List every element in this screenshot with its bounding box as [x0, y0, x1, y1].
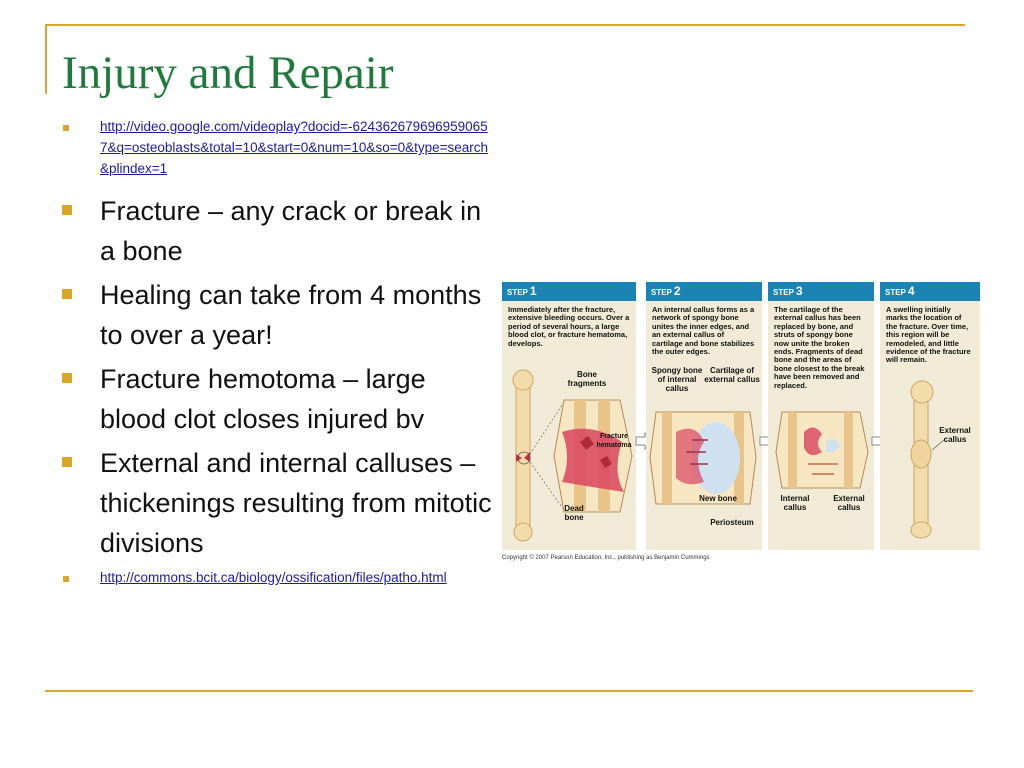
step-2-illustration: [646, 282, 762, 550]
external-callus-step3-label: External callus: [833, 494, 865, 512]
top-rule: [45, 24, 965, 26]
step-4-header: STEP 4: [880, 282, 980, 301]
bullet-item-video-link: [60, 116, 495, 179]
commons-link[interactable]: http://commons.bcit.ca/biology/ossification/files/patho.html: [100, 570, 447, 585]
step-4-panel: [880, 282, 980, 550]
spongy-bone-label: Spongy bone of internal callus: [651, 366, 703, 393]
step-1-header: STEP 1: [502, 282, 636, 301]
fracture-hematoma-label: Fracture hematoma: [596, 433, 632, 449]
bullet-text: Fracture hemotoma – large blood clot closes injured bv: [100, 364, 426, 434]
step-2-panel: [646, 282, 762, 550]
external-callus-step4-label: External callus: [939, 426, 971, 444]
step-3-panel: [768, 282, 874, 550]
periosteum-label: Periosteum: [710, 518, 754, 527]
bottom-rule: [45, 690, 973, 692]
bone-fragments-label: Bone fragments: [567, 370, 607, 388]
step-3-text: The cartilage of the external callus has been replaced by bone, and struts of spongy bone now unite the broken ends. Fragments of dead bone and the areas of bone closest to the break have been removed and replaced.: [774, 305, 865, 390]
bullet-item-fracture: [60, 191, 495, 271]
bullet-item-hematoma: [60, 359, 495, 439]
bullet-text: Healing can take from 4 months to over a year!: [100, 280, 482, 350]
left-rule: [45, 24, 47, 94]
bullet-item-healing: [60, 275, 495, 355]
figure-copyright: Copyright © 2007 Pearson Education, Inc., publishing as Benjamin Cummings: [502, 555, 710, 561]
bullet-square-icon: [62, 457, 72, 467]
bullet-text: External and internal calluses – thickenings resulting from mitotic divisions: [100, 448, 492, 558]
fracture-repair-figure: [502, 282, 980, 550]
step-1-panel: [502, 282, 636, 550]
step-1-text: Immediately after the fracture, extensive bleeding occurs. Over a period of several hours, a large blood clot, or fracture hematoma, develops.: [508, 305, 630, 348]
step-3-header: STEP 3: [768, 282, 874, 301]
bullet-square-icon: [62, 205, 72, 215]
cartilage-label: Cartilage of external callus: [704, 366, 760, 384]
video-link[interactable]: http://video.google.com/videoplay?docid=-6243626796969590657&q=osteoblasts&total=10&start=0&num=10&so=0&type=search&plindex=1: [100, 119, 489, 176]
step-2-header: STEP 2: [646, 282, 762, 301]
dead-bone-label: Dead bone: [564, 504, 584, 522]
new-bone-label: New bone: [699, 494, 737, 503]
step-2-text: An internal callus forms as a network of spongy bone unites the inner edges, and an external callus of cartilage and bone stabilizes the outer edges.: [652, 305, 755, 357]
bullet-item-calluses: [60, 443, 495, 563]
bullet-square-icon: [62, 289, 72, 299]
step-4-illustration: [880, 282, 980, 550]
step-4-text: A swelling initially marks the location of the fracture. Over time, this region will be remodeled, and little evidence of the fracture will remain.: [886, 305, 971, 365]
bullet-list: [60, 116, 495, 600]
bullet-square-icon: [63, 576, 69, 582]
bullet-square-icon: [62, 373, 72, 383]
slide-title: Injury and Repair: [62, 47, 394, 99]
bullet-item-commons-link: [60, 567, 495, 588]
bullet-square-icon: [63, 125, 69, 131]
bullet-text: Fracture – any crack or break in a bone: [100, 196, 482, 266]
internal-callus-label: Internal callus: [780, 494, 810, 512]
